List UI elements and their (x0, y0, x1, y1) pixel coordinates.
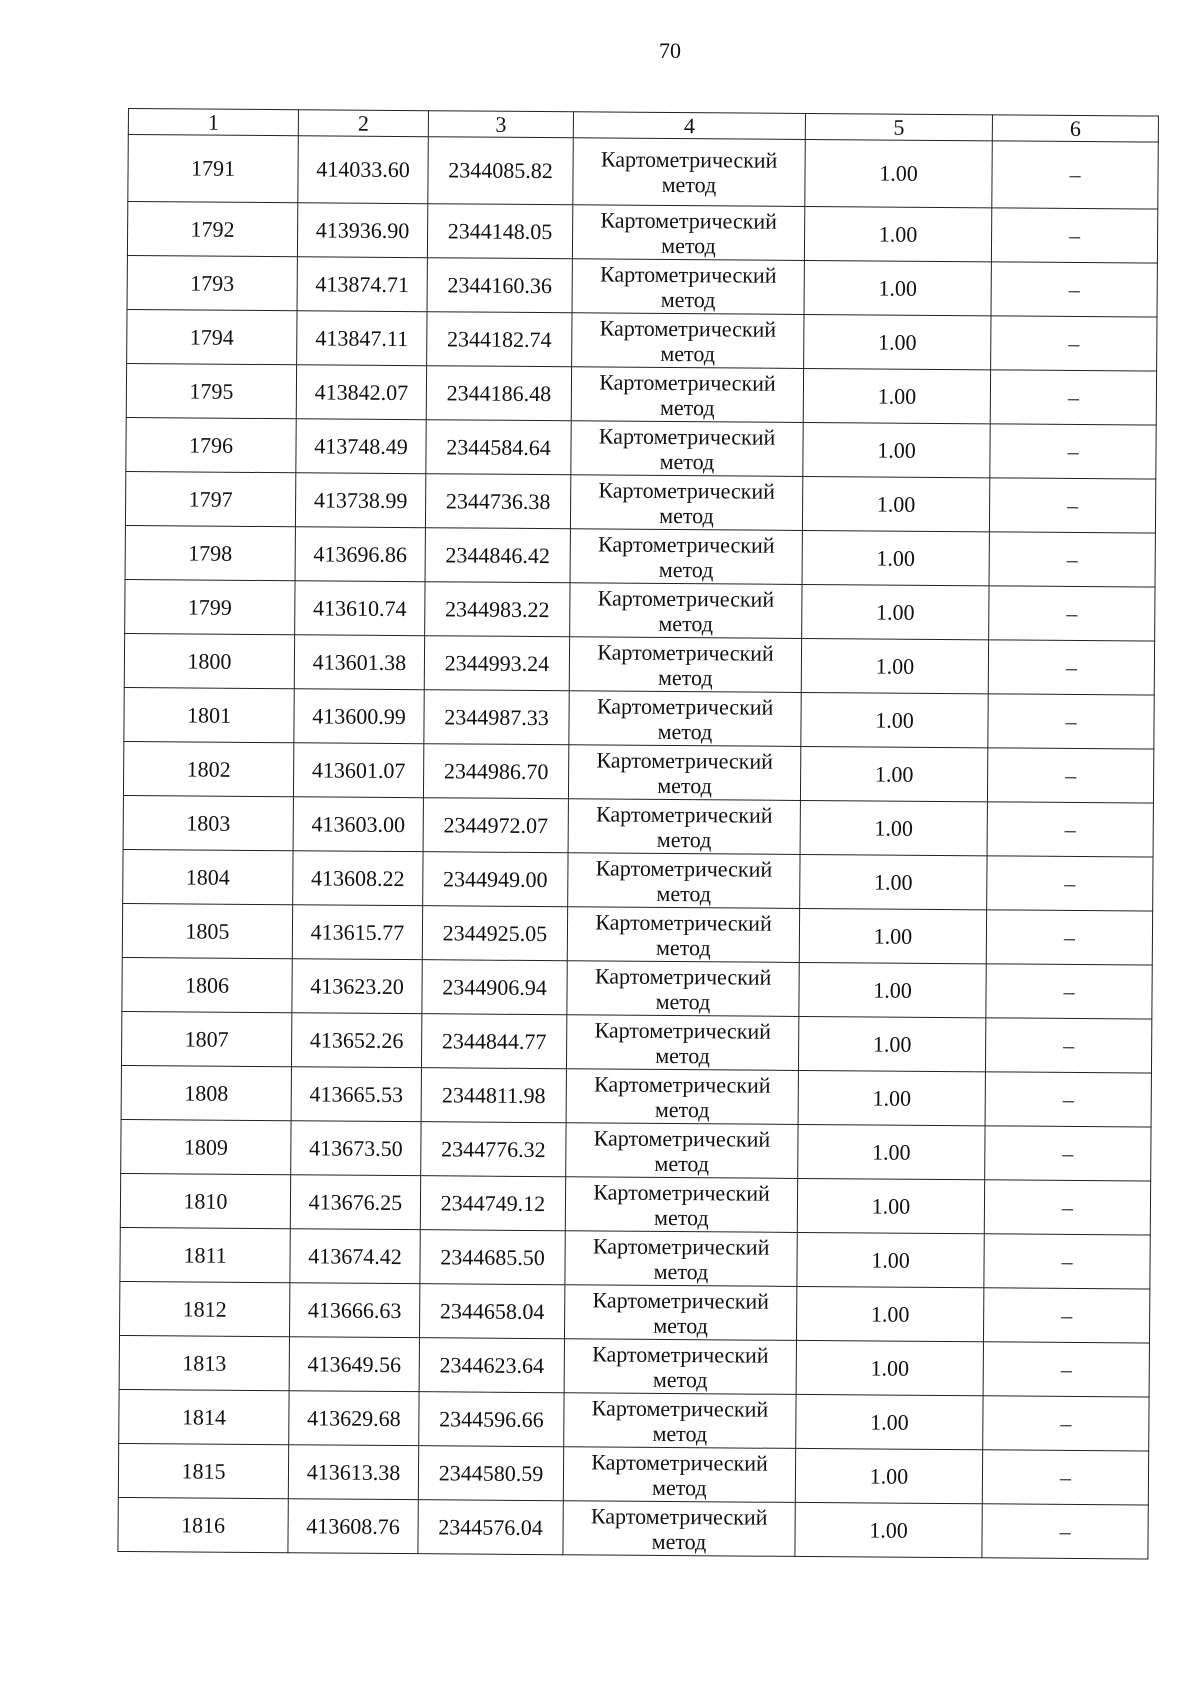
description-cell: – (987, 856, 1153, 911)
y-coordinate-cell: 2344182.74 (427, 312, 572, 367)
method-line-2: метод (655, 934, 711, 960)
column-header: 2 (298, 110, 428, 137)
precision-cell: 1.00 (804, 260, 991, 315)
method-line-1: Картометрический (591, 1394, 769, 1422)
precision-cell: 1.00 (799, 962, 986, 1017)
method-line-1: Картометрический (595, 800, 773, 828)
precision-cell: 1.00 (796, 1340, 983, 1395)
method-line-2: метод (656, 826, 712, 852)
x-coordinate-cell: 413674.42 (290, 1229, 420, 1284)
x-coordinate-cell: 413665.53 (291, 1067, 421, 1122)
table-row (119, 1335, 1149, 1397)
method-line-2: метод (656, 880, 712, 906)
method-cell (565, 1231, 797, 1287)
table-row (122, 903, 1152, 965)
description-cell: – (986, 910, 1152, 965)
x-coordinate-cell: 413615.77 (292, 905, 422, 960)
x-coordinate-cell: 413842.07 (296, 365, 426, 420)
description-cell: – (985, 1018, 1151, 1073)
table-row (127, 255, 1157, 317)
table-row (124, 633, 1154, 695)
table-row (123, 741, 1153, 803)
method-line-1: Картометрический (591, 1448, 768, 1476)
y-coordinate-cell: 2344986.70 (423, 744, 568, 799)
y-coordinate-cell: 2344844.77 (421, 1014, 566, 1069)
point-number-cell: 1794 (127, 309, 297, 364)
y-coordinate-cell: 2344623.64 (419, 1338, 564, 1393)
precision-cell: 1.00 (795, 1502, 982, 1557)
y-coordinate-cell: 2344983.22 (425, 582, 570, 637)
description-cell: – (986, 964, 1152, 1019)
table-row (123, 849, 1153, 911)
method-line-1: Картометрический (598, 476, 776, 504)
y-coordinate-cell: 2344987.33 (424, 690, 569, 745)
point-number-cell: 1807 (121, 1011, 291, 1066)
method-cell (570, 529, 802, 585)
method-line-2: метод (661, 232, 716, 258)
method-cell (566, 1069, 798, 1125)
method-cell (567, 907, 799, 963)
method-line-2: метод (652, 1366, 708, 1392)
method-line-1: Картометрический (600, 206, 778, 234)
x-coordinate-cell: 413608.76 (288, 1499, 418, 1554)
table-row (119, 1389, 1149, 1451)
method-line-2: метод (659, 448, 715, 474)
point-number-cell: 1798 (125, 525, 295, 580)
y-coordinate-cell: 2344148.05 (427, 204, 572, 259)
table-row (121, 1065, 1151, 1127)
precision-cell: 1.00 (798, 1124, 985, 1179)
description-cell: – (983, 1342, 1149, 1397)
point-number-cell: 1796 (126, 417, 296, 472)
method-line-1: Картометрический (593, 1124, 771, 1152)
x-coordinate-cell: 413652.26 (291, 1013, 421, 1068)
description-cell: – (984, 1234, 1150, 1289)
method-cell (567, 961, 799, 1017)
description-cell: – (987, 748, 1153, 803)
table-row (128, 135, 1158, 210)
table-row (123, 795, 1153, 857)
method-line-2: метод (657, 772, 712, 798)
x-coordinate-cell: 413649.56 (289, 1337, 419, 1392)
method-line-1: Картометрический (590, 1502, 768, 1530)
precision-cell: 1.00 (799, 908, 986, 963)
method-line-1: Картометрический (599, 260, 777, 288)
table-row (122, 957, 1152, 1019)
y-coordinate-cell: 2344925.05 (422, 906, 567, 961)
method-cell (563, 1501, 795, 1557)
table-row (125, 579, 1155, 641)
y-coordinate-cell: 2344906.94 (422, 960, 567, 1015)
point-number-cell: 1813 (119, 1335, 289, 1390)
description-cell: – (985, 1072, 1151, 1127)
x-coordinate-cell: 413623.20 (292, 959, 422, 1014)
table-row (120, 1227, 1150, 1289)
column-header: 6 (992, 115, 1158, 142)
method-cell (563, 1447, 795, 1503)
method-cell (571, 421, 803, 477)
y-coordinate-cell: 2344993.24 (424, 636, 569, 691)
description-cell: – (989, 586, 1155, 641)
point-number-cell: 1810 (120, 1173, 290, 1228)
description-cell: – (985, 1126, 1151, 1181)
table-row (118, 1443, 1148, 1505)
precision-cell: 1.00 (800, 800, 987, 855)
method-cell (568, 853, 800, 909)
method-line-2: метод (655, 1042, 710, 1068)
point-number-cell: 1799 (125, 579, 295, 634)
page-number: 70 (659, 38, 681, 63)
method-line-1: Картометрический (593, 1178, 770, 1206)
table-row (127, 202, 1157, 264)
table-row (125, 525, 1155, 587)
table-row (127, 309, 1157, 371)
column-header: 4 (573, 112, 805, 140)
point-number-cell: 1802 (123, 741, 293, 796)
method-line-2: метод (659, 502, 714, 528)
table-row (126, 417, 1156, 479)
method-cell (568, 799, 800, 855)
point-number-cell: 1803 (123, 795, 293, 850)
method-line-1: Картометрический (597, 584, 775, 612)
precision-cell: 1.00 (801, 692, 988, 747)
y-coordinate-cell: 2344596.66 (419, 1392, 564, 1447)
y-coordinate-cell: 2344776.32 (421, 1122, 566, 1177)
x-coordinate-cell: 413610.74 (295, 581, 425, 636)
y-coordinate-cell: 2344949.00 (423, 852, 568, 907)
description-cell: – (991, 262, 1157, 317)
method-cell (570, 475, 802, 531)
column-header: 3 (428, 111, 573, 138)
precision-cell: 1.00 (797, 1178, 984, 1233)
description-cell: – (982, 1450, 1148, 1505)
y-coordinate-cell: 2344749.12 (420, 1176, 565, 1231)
coordinates-table (117, 108, 1159, 1560)
x-coordinate-cell: 413603.00 (293, 797, 423, 852)
method-line-1: Картометрический (595, 854, 773, 882)
method-line-1: Картометрический (598, 422, 776, 450)
y-coordinate-cell: 2344846.42 (425, 528, 570, 583)
y-coordinate-cell: 2344736.38 (425, 474, 570, 529)
precision-cell: 1.00 (796, 1286, 983, 1341)
y-coordinate-cell: 2344085.82 (428, 137, 573, 205)
precision-cell: 1.00 (802, 530, 989, 585)
method-line-2: метод (655, 988, 711, 1014)
point-number-cell: 1800 (124, 633, 294, 688)
method-cell (570, 583, 802, 639)
point-number-cell: 1805 (122, 903, 292, 958)
description-cell: – (983, 1396, 1149, 1451)
method-line-2: метод (661, 171, 717, 198)
y-coordinate-cell: 2344576.04 (418, 1500, 563, 1555)
y-coordinate-cell: 2344972.07 (423, 798, 568, 853)
precision-cell: 1.00 (796, 1394, 983, 1449)
x-coordinate-cell: 413874.71 (297, 257, 427, 312)
description-cell: – (984, 1180, 1150, 1235)
point-number-cell: 1797 (125, 471, 295, 526)
method-line-2: метод (658, 610, 714, 636)
point-number-cell: 1812 (120, 1281, 290, 1336)
table-row (118, 1497, 1148, 1559)
method-line-2: метод (653, 1204, 709, 1230)
precision-cell: 1.00 (798, 1070, 985, 1125)
method-line-2: метод (651, 1528, 707, 1554)
precision-cell: 1.00 (805, 139, 992, 207)
point-number-cell: 1814 (119, 1389, 289, 1444)
precision-cell: 1.00 (795, 1448, 982, 1503)
x-coordinate-cell: 413738.99 (295, 473, 425, 528)
method-line-1: Картометрический (597, 530, 775, 558)
precision-cell: 1.00 (800, 854, 987, 909)
x-coordinate-cell: 414033.60 (298, 136, 428, 204)
method-line-2: метод (658, 556, 714, 582)
method-line-1: Картометрический (592, 1232, 770, 1260)
description-cell: – (990, 370, 1156, 425)
point-number-cell: 1804 (123, 849, 293, 904)
precision-cell: 1.00 (804, 314, 991, 369)
description-cell: – (992, 141, 1158, 209)
method-cell (569, 691, 801, 747)
method-cell (564, 1339, 796, 1395)
precision-cell: 1.00 (804, 206, 991, 261)
method-cell (571, 367, 803, 423)
method-cell (566, 1015, 798, 1071)
column-header: 5 (805, 113, 992, 140)
description-cell: – (988, 694, 1154, 749)
method-line-2: метод (652, 1420, 708, 1446)
method-line-2: метод (659, 394, 715, 420)
x-coordinate-cell: 413696.86 (295, 527, 425, 582)
point-number-cell: 1811 (120, 1227, 290, 1282)
point-number-cell: 1792 (127, 202, 297, 257)
precision-cell: 1.00 (797, 1232, 984, 1287)
method-line-1: Картометрический (596, 746, 774, 774)
x-coordinate-cell: 413936.90 (297, 203, 427, 258)
description-cell: – (991, 208, 1157, 263)
precision-cell: 1.00 (802, 584, 989, 639)
y-coordinate-cell: 2344658.04 (419, 1284, 564, 1339)
table-row (120, 1281, 1150, 1343)
y-coordinate-cell: 2344580.59 (418, 1446, 563, 1501)
description-cell: – (987, 802, 1153, 857)
point-number-cell: 1793 (127, 255, 297, 310)
description-cell: – (983, 1288, 1149, 1343)
x-coordinate-cell: 413601.38 (294, 635, 424, 690)
precision-cell: 1.00 (803, 368, 990, 423)
method-line-1: Картометрический (596, 692, 774, 720)
description-cell: – (989, 478, 1155, 533)
point-number-cell: 1791 (128, 135, 298, 203)
method-line-2: метод (653, 1312, 708, 1338)
method-line-1: Картометрический (594, 1016, 772, 1044)
method-line-2: метод (654, 1096, 710, 1122)
method-line-1: Картометрический (599, 314, 777, 342)
y-coordinate-cell: 2344186.48 (426, 366, 571, 421)
point-number-cell: 1809 (121, 1119, 291, 1174)
method-line-1: Картометрический (594, 1070, 771, 1098)
description-cell: – (982, 1504, 1148, 1559)
method-line-1: Картометрический (594, 962, 772, 990)
method-cell (564, 1393, 796, 1449)
table-row (125, 471, 1155, 533)
method-cell (565, 1177, 797, 1233)
x-coordinate-cell: 413748.49 (296, 419, 426, 474)
x-coordinate-cell: 413673.50 (291, 1121, 421, 1176)
method-cell (572, 259, 804, 315)
method-cell (572, 313, 804, 369)
column-header: 1 (128, 109, 298, 136)
method-cell (566, 1123, 798, 1179)
y-coordinate-cell: 2344584.64 (426, 420, 571, 475)
table-row (126, 363, 1156, 425)
x-coordinate-cell: 413666.63 (289, 1283, 419, 1338)
method-cell (573, 138, 805, 207)
x-coordinate-cell: 413608.22 (293, 851, 423, 906)
precision-cell: 1.00 (802, 476, 989, 531)
description-cell: – (988, 640, 1154, 695)
method-line-2: метод (657, 718, 713, 744)
precision-cell: 1.00 (803, 422, 990, 477)
precision-cell: 1.00 (798, 1016, 985, 1071)
point-number-cell: 1808 (121, 1065, 291, 1120)
method-line-1: Картометрический (599, 368, 776, 396)
method-line-2: метод (653, 1258, 709, 1284)
method-line-2: метод (660, 286, 716, 312)
x-coordinate-cell: 413629.68 (289, 1391, 419, 1446)
precision-cell: 1.00 (801, 638, 988, 693)
method-line-1: Картометрический (595, 908, 772, 936)
method-line-2: метод (652, 1474, 707, 1500)
method-cell (572, 205, 804, 261)
method-line-1: Картометрический (592, 1286, 770, 1314)
table-row (124, 687, 1154, 749)
table-row (120, 1173, 1150, 1235)
x-coordinate-cell: 413601.07 (293, 743, 423, 798)
point-number-cell: 1801 (124, 687, 294, 742)
point-number-cell: 1806 (122, 957, 292, 1012)
method-line-1: Картометрический (597, 638, 774, 666)
method-line-1: Картометрический (600, 146, 778, 173)
x-coordinate-cell: 413676.25 (290, 1175, 420, 1230)
y-coordinate-cell: 2344685.50 (420, 1230, 565, 1285)
method-line-1: Картометрический (592, 1340, 769, 1368)
point-number-cell: 1816 (118, 1497, 288, 1552)
method-cell (568, 745, 800, 801)
x-coordinate-cell: 413600.99 (294, 689, 424, 744)
description-cell: – (989, 532, 1155, 587)
method-line-2: метод (654, 1150, 710, 1176)
table-row (121, 1011, 1151, 1073)
method-line-2: метод (660, 340, 716, 366)
point-number-cell: 1815 (118, 1443, 288, 1498)
x-coordinate-cell: 413847.11 (297, 311, 427, 366)
point-number-cell: 1795 (126, 363, 296, 418)
method-line-2: метод (657, 664, 713, 690)
method-cell (569, 637, 801, 693)
description-cell: – (990, 424, 1156, 479)
description-cell: – (991, 316, 1157, 371)
y-coordinate-cell: 2344160.36 (427, 258, 572, 313)
table-body (118, 135, 1158, 1560)
precision-cell: 1.00 (800, 746, 987, 801)
x-coordinate-cell: 413613.38 (288, 1445, 418, 1500)
table-row (121, 1119, 1151, 1181)
y-coordinate-cell: 2344811.98 (421, 1068, 566, 1123)
method-cell (564, 1285, 796, 1341)
